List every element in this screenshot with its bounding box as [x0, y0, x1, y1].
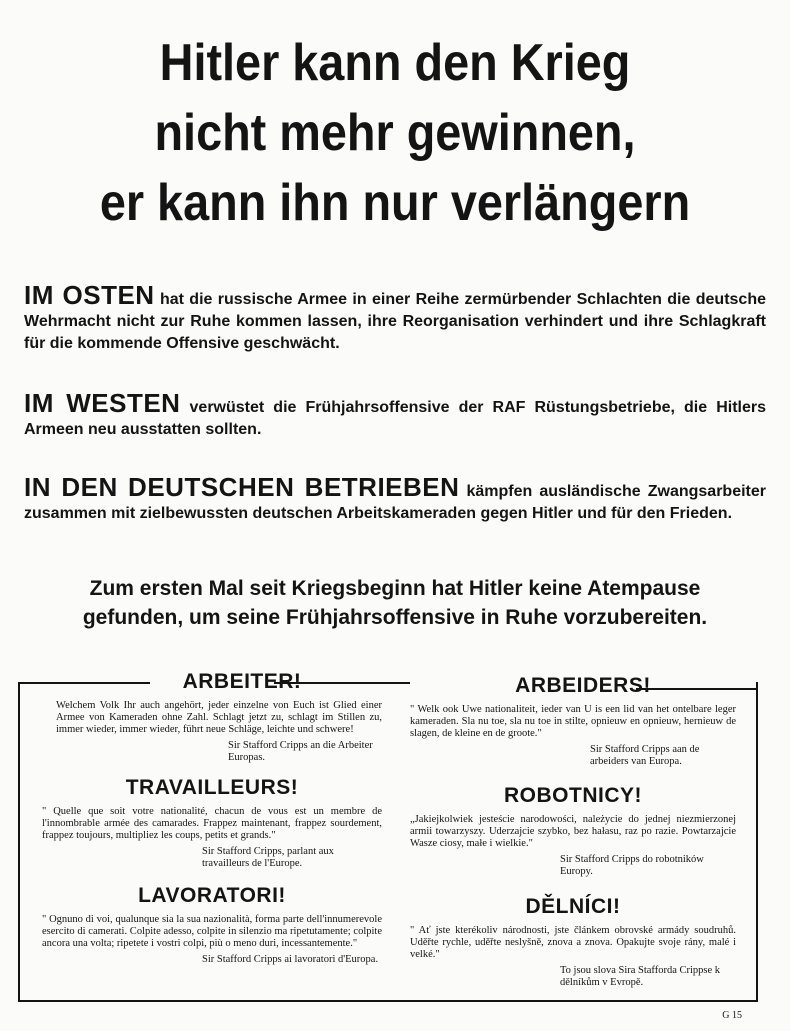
paragraph-lead: IM WESTEN [24, 388, 181, 418]
appeal-heading: ARBEIDERS! [515, 674, 651, 697]
paragraph-westen [24, 388, 766, 441]
appeal-attribution: Sir Stafford Cripps, parlant aux travailleurs de l'Europe. [202, 846, 334, 869]
appeal-attribution: Sir Stafford Cripps an die Arbeiter Europas. [228, 740, 373, 763]
paragraph-lead: IM OSTEN [24, 280, 155, 310]
appeal-quote: " Quelle que soit votre nationalité, chacun de vous est un membre de l'innombrable armée des camarades. Frappez maintenant, frappez sourdement, frappez toujours, multipliez les coups, petits et grands." [42, 806, 382, 841]
appeal-attribution: To jsou slova Sira Stafforda Crippse k dělníkům v Evropě. [560, 965, 721, 988]
paragraph-betriebe [24, 472, 766, 525]
appeal-lavoratori [42, 882, 382, 966]
appeal-quote: " Ognuno di voi, qualunque sia la sua nazionalità, forma parte dell'innumerevole esercito di camerati. Colpite adesso, colpite in silenzio ma ripetutamente; colpite ancora una volta; ripetete i vostri colpi, più o meno duri, incessantemente." [42, 914, 382, 949]
appeal-heading: LAVORATORI! [138, 884, 286, 907]
headline-line-2: nicht mehr gewinnen, [154, 104, 636, 162]
paragraph-text: kämpfen ausländische Zwangsarbeiter zusammen mit zielbewussten deutschen Arbeitskameraden gegen Hitler und für den Frieden. [24, 483, 766, 522]
summary [40, 574, 750, 632]
appeal-heading: ROBOTNICY! [504, 784, 642, 807]
summary-line-1: Zum ersten Mal seit Kriegsbeginn hat Hitler keine Atempause [89, 577, 701, 600]
appeal-delnici [410, 893, 736, 989]
summary-line-2: gefunden, um seine Frühjahrsoffensive in Ruhe vorzubereiten. [82, 606, 708, 629]
print-code: G 15 [722, 1010, 742, 1021]
appeal-arbeiter [42, 668, 382, 764]
appeal-arbeiders [410, 672, 736, 768]
appeal-quote: „Jakiejkolwiek jesteście narodowości, należycie do jednej niezmierzonej armii towarzyszy. Uderzajcie szybko, bez hałasu, raz po razie. Powtarzajcie Wasze ciosy, małe i wielkie." [410, 814, 736, 849]
headline-line-1: Hitler kann den Krieg [159, 34, 631, 92]
headline [40, 28, 751, 238]
paragraph-text: verwüstet die Frühjahrsoffensive der RAF Rüstungsbetriebe, die Hitlers Armeen neu ausstatten sollten. [24, 399, 766, 438]
appeal-travailleurs [42, 774, 382, 870]
paragraph-lead: IN DEN DEUTSCHEN BETRIEBEN [24, 472, 460, 502]
appeal-quote: " Ať jste kterékoliv národnosti, jste článkem obrovské armády soudruhů. Uděřte rychle, uděřte neslyšně, znova a znova. Opakujte svoje rány, malé i velké." [410, 925, 736, 960]
appeal-quote: " Welk ook Uwe nationaliteit, ieder van U is een lid van het ontelbare leger kameraden. Sla nu toe, sla nu toe in stilte, opnieuw en opnieuw, hernieuw de slagen, de kleine en de groote." [410, 704, 736, 739]
appeal-attribution: Sir Stafford Cripps aan de arbeiders van Europa. [590, 744, 700, 767]
appeal-heading: TRAVAILLEURS! [125, 776, 299, 799]
headline-line-3: er kann ihn nur verlängern [99, 174, 691, 232]
appeal-attribution: Sir Stafford Cripps ai lavoratori d'Europa. [202, 954, 379, 965]
paragraph-text: hat die russische Armee in einer Reihe zermürbender Schlachten die deutsche Wehrmacht nicht zur Ruhe kommen lassen, ihre Reorganisation verhindert und ihre Schlagkraft für die kommende Offensive geschwächt. [24, 291, 767, 352]
appeal-quote: Welchem Volk Ihr auch angehört, jeder einzelne von Euch ist Glied einer Armee von Kameraden ohne Zahl. Schlagt jetzt zu, schlagt im Stillen zu, immer wieder, immer wieder, führt neue Schläge, leichte und schwere! [56, 700, 382, 735]
appeal-robotnicy [410, 782, 736, 878]
appeal-heading: DĚLNÍCI! [525, 895, 621, 918]
appeal-heading: ARBEITER! [182, 670, 302, 693]
appeal-attribution: Sir Stafford Cripps do robotników Europy. [560, 854, 704, 877]
paragraph-osten [24, 280, 767, 355]
